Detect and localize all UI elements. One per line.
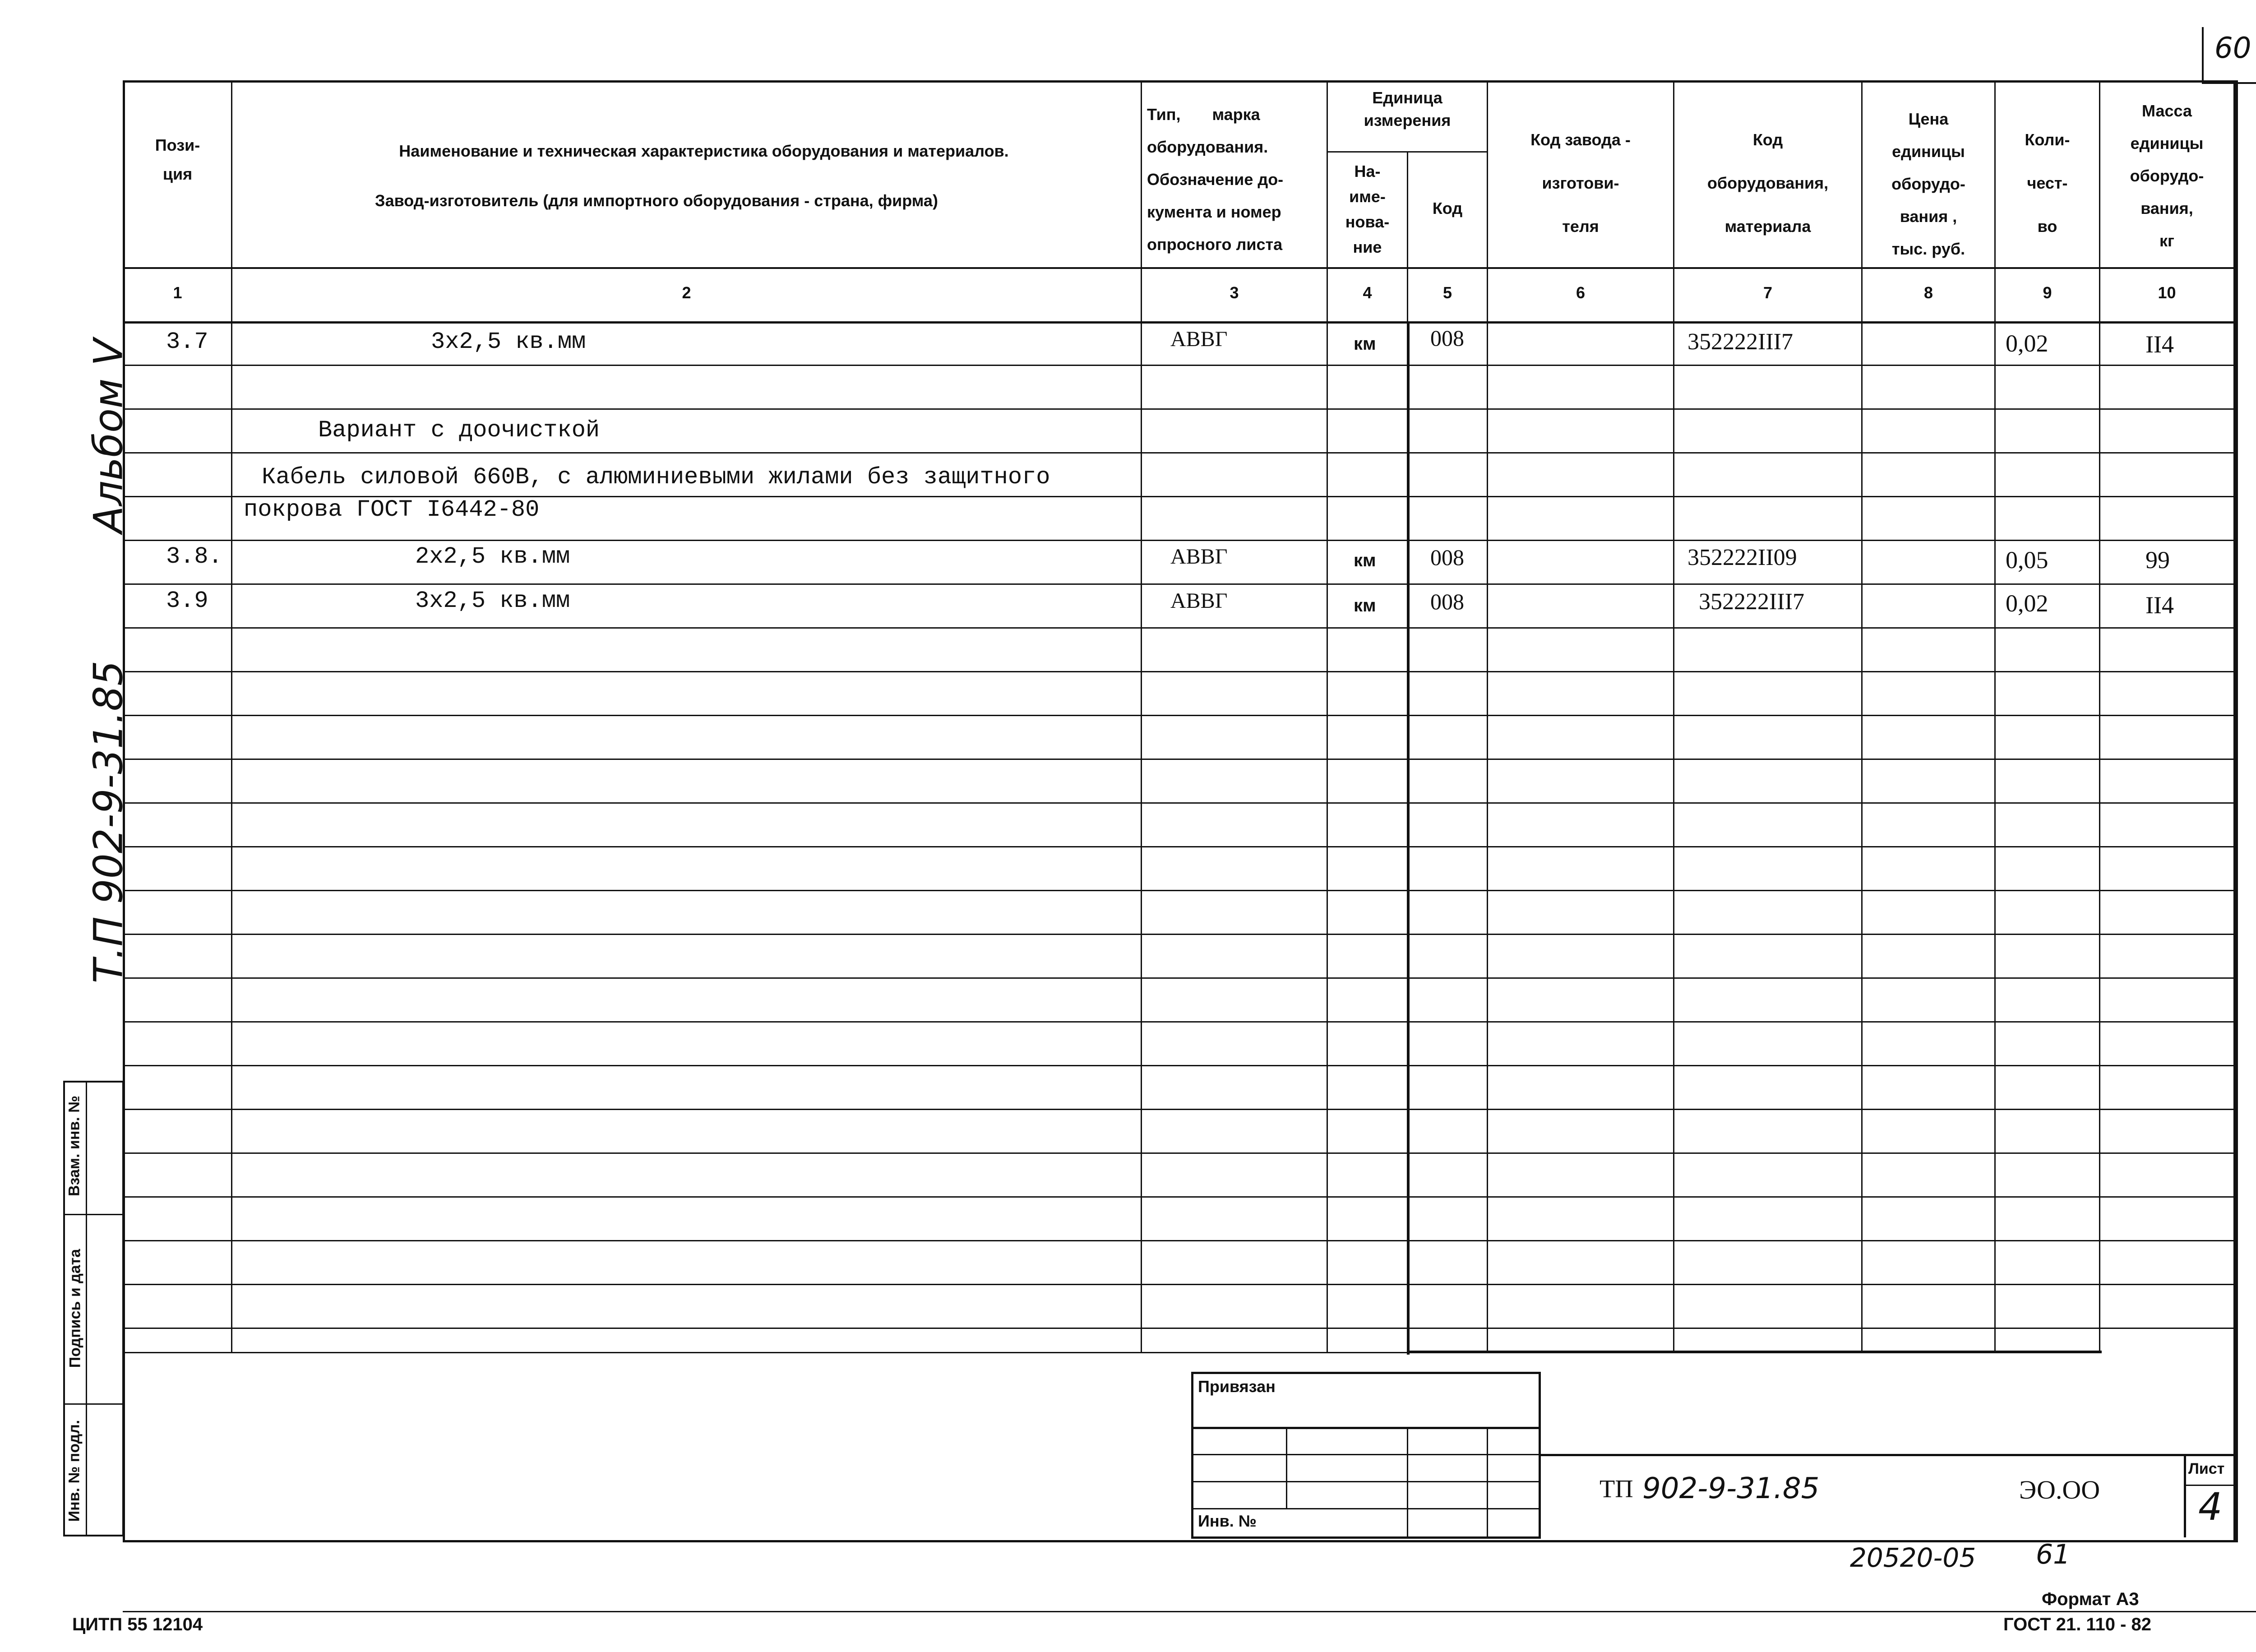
row-3-9-name: 3x2,5 кв.мм xyxy=(415,588,570,614)
privyazan-vline-1 xyxy=(1286,1427,1287,1508)
format-label: Формат А3 xyxy=(2042,1589,2139,1609)
album-label: Альбом V xyxy=(85,338,132,533)
cable-description-line-1: Кабель силовой 660В, с алюминиевыми жилами без защитного xyxy=(262,464,1050,491)
header-col6: Код завода - изготови- теля xyxy=(1530,130,1631,236)
row-3-7-pos: 3.7 xyxy=(166,329,208,355)
col-sep-2 xyxy=(1141,80,1142,1353)
row-line xyxy=(123,408,2233,410)
header-col2: Наименование и техническая характеристика оборудования и материалов. Завод-изготовитель (для импортного оборудования - страна, фирма) xyxy=(375,142,1009,210)
privyazan-label: Привязан xyxy=(1198,1377,1276,1396)
privyazan-vline-3 xyxy=(1487,1427,1488,1537)
row-line xyxy=(123,627,2233,629)
doc-code: ТП xyxy=(1600,1475,1633,1503)
sheet-number: 4 xyxy=(2198,1485,2223,1529)
row-3-7-name: 3x2,5 кв.мм xyxy=(431,329,586,355)
doc-number: 902-9-31.85 xyxy=(1642,1472,1820,1505)
row-line xyxy=(123,759,2233,760)
row-3-7-mass: II4 xyxy=(2145,331,2174,358)
colnum-3: 3 xyxy=(1230,283,1239,302)
row-3-7-quantity: 0,02 xyxy=(2006,330,2048,357)
header-col5: Код xyxy=(1432,199,1463,217)
project-label: Т.П 902-9-31.85 xyxy=(85,660,132,984)
header-col4: На- име- нова- ние xyxy=(1345,162,1390,256)
row-3-7-type: АВВГ xyxy=(1170,327,1228,351)
row-3-8-quantity: 0,05 xyxy=(2006,546,2048,574)
colnum-10: 10 xyxy=(2158,283,2176,302)
privyazan-vline-2 xyxy=(1407,1427,1408,1537)
col-sep-8 xyxy=(1861,80,1863,1353)
row-3-8-name: 2x2,5 кв.мм xyxy=(415,543,570,570)
row-3-9-type: АВВГ xyxy=(1170,589,1228,613)
row-3-9-quantity: 0,02 xyxy=(2006,590,2048,617)
row-line xyxy=(123,1152,2233,1154)
row-3-8-mass: 99 xyxy=(2145,546,2170,574)
row-line xyxy=(123,846,2233,847)
privyazan-line-3 xyxy=(1191,1481,1541,1482)
row-line xyxy=(123,1109,2233,1110)
privyazan-line-1 xyxy=(1191,1427,1541,1429)
row-line xyxy=(123,1328,2233,1329)
row-line xyxy=(123,452,2233,453)
row-line xyxy=(123,1021,2233,1023)
table-bottom-thin xyxy=(123,1352,1409,1353)
left-footer: ЦИТП 55 12104 xyxy=(72,1615,203,1634)
row-3-7-code: 008 xyxy=(1430,325,1464,351)
row-line xyxy=(123,365,2233,366)
col-sep-3 xyxy=(1327,80,1328,1353)
header-col1: Пози- ция xyxy=(155,136,200,183)
row-3-8-pos: 3.8. xyxy=(166,543,222,570)
colnum-7: 7 xyxy=(1763,283,1773,302)
privyazan-line-4 xyxy=(1191,1508,1541,1509)
col-sep-10 xyxy=(2099,80,2100,1353)
colnum-bottom-line xyxy=(123,321,2233,324)
stamp-label-signature-date: Подпись и дата xyxy=(66,1249,84,1368)
header-units-group: Единица измерения xyxy=(1364,88,1451,130)
row-line xyxy=(123,1284,2233,1285)
row-line xyxy=(123,583,2233,585)
stamp-label-original-inv: Инв. № подл. xyxy=(65,1420,83,1522)
sheet-label: Лист xyxy=(2188,1460,2225,1477)
row-3-9-unit: км xyxy=(1354,596,1376,615)
row-line xyxy=(123,715,2233,716)
gost-label: ГОСТ 21. 110 - 82 xyxy=(2003,1615,2151,1634)
row-line xyxy=(123,540,2233,541)
variant-title: Вариант с доочисткой xyxy=(318,417,600,444)
colnum-1: 1 xyxy=(173,283,182,302)
colnum-4: 4 xyxy=(1363,283,1372,302)
col-sep-7 xyxy=(1673,80,1674,1353)
row-3-9-pos: 3.9 xyxy=(166,588,208,614)
row-3-8-type: АВВГ xyxy=(1170,545,1228,569)
frame-right-inner xyxy=(2233,80,2236,1540)
row-line xyxy=(123,977,2233,979)
privyazan-line-2 xyxy=(1191,1454,1541,1455)
inv-no-label: Инв. № xyxy=(1198,1512,1257,1530)
stamp-sep-1 xyxy=(63,1214,124,1215)
stamp-sep-2 xyxy=(63,1403,124,1405)
header-col8: Цена единицы оборудо- вания , тыс. руб. xyxy=(1891,110,1965,258)
corner-sheet-number: 60 xyxy=(2214,32,2251,65)
colnum-2: 2 xyxy=(682,283,691,302)
table-bottom-thick xyxy=(1407,1351,2102,1353)
archive-page: 61 xyxy=(2036,1539,2071,1570)
colnum-8: 8 xyxy=(1923,283,1933,302)
row-line xyxy=(123,671,2233,672)
header-col7: Код оборудования, материала xyxy=(1707,130,1829,236)
header-col10: Масса единицы оборудо- вания, кг xyxy=(2130,102,2204,250)
titleblock-sheet-sep xyxy=(2184,1454,2186,1537)
col-sep-1 xyxy=(231,80,232,1353)
cable-description-line-2: покрова ГОСТ I6442-80 xyxy=(244,496,540,523)
colnum-6: 6 xyxy=(1576,283,1586,302)
row-3-8-material-code: 352222II09 xyxy=(1687,545,1797,570)
row-line xyxy=(123,934,2233,935)
stamp-label-replace-inv: Взам. инв. № xyxy=(65,1095,83,1197)
col-sep-9 xyxy=(1994,80,1996,1353)
row-line xyxy=(123,890,2233,891)
row-line xyxy=(123,1065,2233,1066)
titleblock-top xyxy=(1541,1454,2233,1456)
row-3-7-material-code: 352222III7 xyxy=(1687,329,1793,355)
colnum-9: 9 xyxy=(2043,283,2052,302)
row-line xyxy=(123,1240,2233,1241)
archive-number: 20520-05 xyxy=(1850,1542,1976,1573)
section-code: ЭО.ОО xyxy=(2019,1475,2100,1504)
row-3-8-code: 008 xyxy=(1430,545,1464,570)
header-col3: Тип, марка оборудования. Обозначение до- кумента и номер опросного листа xyxy=(1147,105,1284,254)
stamp-column-inner xyxy=(86,1081,87,1536)
row-3-9-mass: II4 xyxy=(2145,592,2174,619)
header-col9: Коли- чест- во xyxy=(2025,130,2070,236)
row-line xyxy=(123,1196,2233,1198)
row-3-7-unit: км xyxy=(1354,334,1376,354)
row-3-8-unit: км xyxy=(1354,551,1376,570)
row-3-9-material-code: 352222III7 xyxy=(1699,589,1804,615)
row-3-9-code: 008 xyxy=(1430,589,1464,614)
row-line xyxy=(123,802,2233,804)
colnum-5: 5 xyxy=(1442,283,1452,302)
header-bottom-line xyxy=(123,267,2233,269)
col-sep-5 xyxy=(1407,321,1410,1355)
col-sep-6 xyxy=(1487,80,1488,1353)
bottom-rule xyxy=(123,1611,2256,1612)
